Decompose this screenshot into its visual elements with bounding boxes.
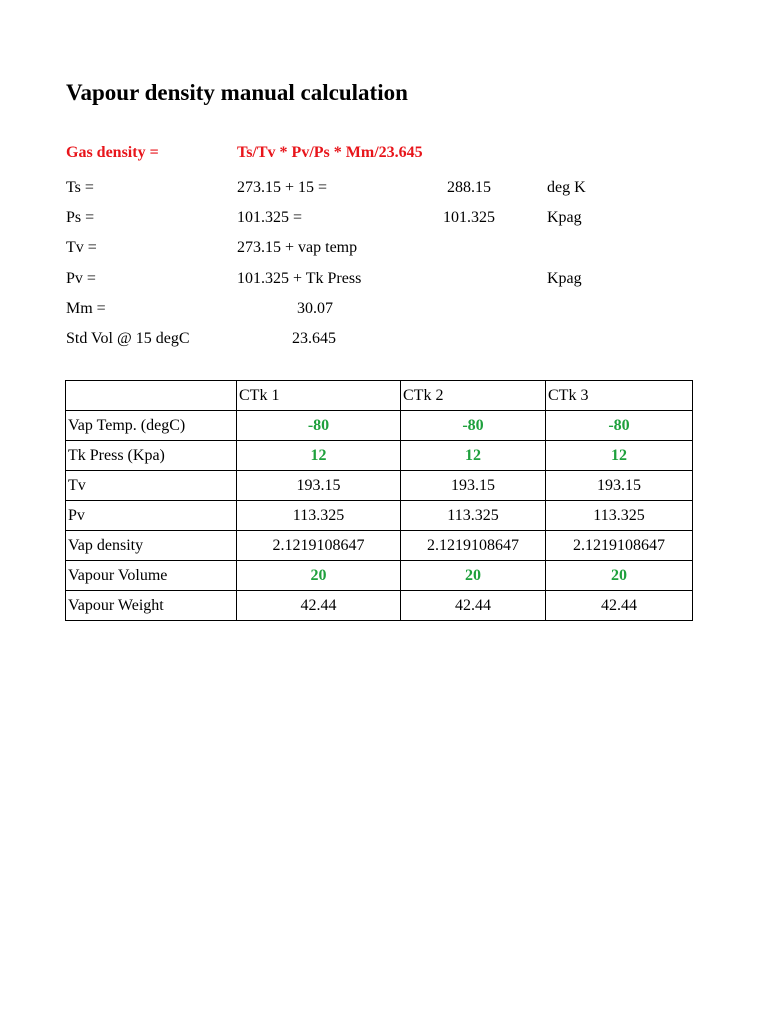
- row-label: Vapour Weight: [66, 591, 237, 621]
- definition-ps: [0, 207, 768, 229]
- row-label: Tv: [66, 471, 237, 501]
- definition-expression: 101.325 =: [237, 209, 303, 226]
- formula-expression: Ts/Tv * Pv/Ps * Mm/23.645: [237, 144, 423, 161]
- formula-line: [0, 142, 768, 164]
- table-cell: -80: [546, 411, 693, 441]
- table-cell: 193.15: [546, 471, 693, 501]
- definition-label: Pv =: [66, 270, 96, 287]
- table-cell: 113.325: [401, 501, 546, 531]
- table-row: [66, 411, 693, 441]
- definition-value: 30.07: [297, 300, 333, 317]
- row-label: Tk Press (Kpa): [66, 441, 237, 471]
- table-cell: 12: [237, 441, 401, 471]
- definition-expression: 101.325 + Tk Press: [237, 270, 362, 287]
- definition-std-vol: [0, 328, 768, 350]
- table-cell: 42.44: [237, 591, 401, 621]
- table-cell: -80: [401, 411, 546, 441]
- table-row: [66, 591, 693, 621]
- table-header-row: [66, 381, 693, 411]
- table-header-cell: [66, 381, 237, 411]
- table-cell: 2.1219108647: [546, 531, 693, 561]
- definition-value: 288.15: [447, 179, 491, 196]
- table-cell: 20: [401, 561, 546, 591]
- table-cell: -80: [237, 411, 401, 441]
- definition-label: Mm =: [66, 300, 106, 317]
- table-row: [66, 471, 693, 501]
- definition-pv: [0, 268, 768, 290]
- table-row: [66, 441, 693, 471]
- table-header-cell: CTk 1: [237, 381, 401, 411]
- table-cell: 42.44: [401, 591, 546, 621]
- table-cell: 113.325: [546, 501, 693, 531]
- table-cell: 42.44: [546, 591, 693, 621]
- table-cell: 2.1219108647: [237, 531, 401, 561]
- definition-unit: Kpag: [547, 270, 582, 287]
- definition-mm: [0, 298, 768, 320]
- row-label: Pv: [66, 501, 237, 531]
- definition-label: Tv =: [66, 239, 97, 256]
- table-header-cell: CTk 3: [546, 381, 693, 411]
- row-label: Vapour Volume: [66, 561, 237, 591]
- definition-label: Ps =: [66, 209, 95, 226]
- definition-unit: Kpag: [547, 209, 582, 226]
- table-header-cell: CTk 2: [401, 381, 546, 411]
- table-cell: 193.15: [401, 471, 546, 501]
- definition-label: Std Vol @ 15 degC: [66, 330, 190, 347]
- ctk-table: [65, 380, 693, 621]
- table-row: [66, 531, 693, 561]
- table-row: [66, 501, 693, 531]
- definition-value: 23.645: [292, 330, 336, 347]
- table-cell: 193.15: [237, 471, 401, 501]
- formula-label: Gas density =: [66, 144, 159, 161]
- definition-tv: [0, 237, 768, 259]
- definition-expression: 273.15 + 15 =: [237, 179, 328, 196]
- table-cell: 20: [237, 561, 401, 591]
- definition-ts: [0, 177, 768, 199]
- table-cell: 113.325: [237, 501, 401, 531]
- row-label: Vap density: [66, 531, 237, 561]
- table-cell: 2.1219108647: [401, 531, 546, 561]
- definition-expression: 273.15 + vap temp: [237, 239, 358, 256]
- page-title: Vapour density manual calculation: [66, 80, 408, 105]
- table-cell: 20: [546, 561, 693, 591]
- table-row: [66, 561, 693, 591]
- row-label: Vap Temp. (degC): [66, 411, 237, 441]
- table-cell: 12: [546, 441, 693, 471]
- definition-label: Ts =: [66, 179, 94, 196]
- definition-value: 101.325: [443, 209, 495, 226]
- table-cell: 12: [401, 441, 546, 471]
- definition-unit: deg K: [547, 179, 586, 196]
